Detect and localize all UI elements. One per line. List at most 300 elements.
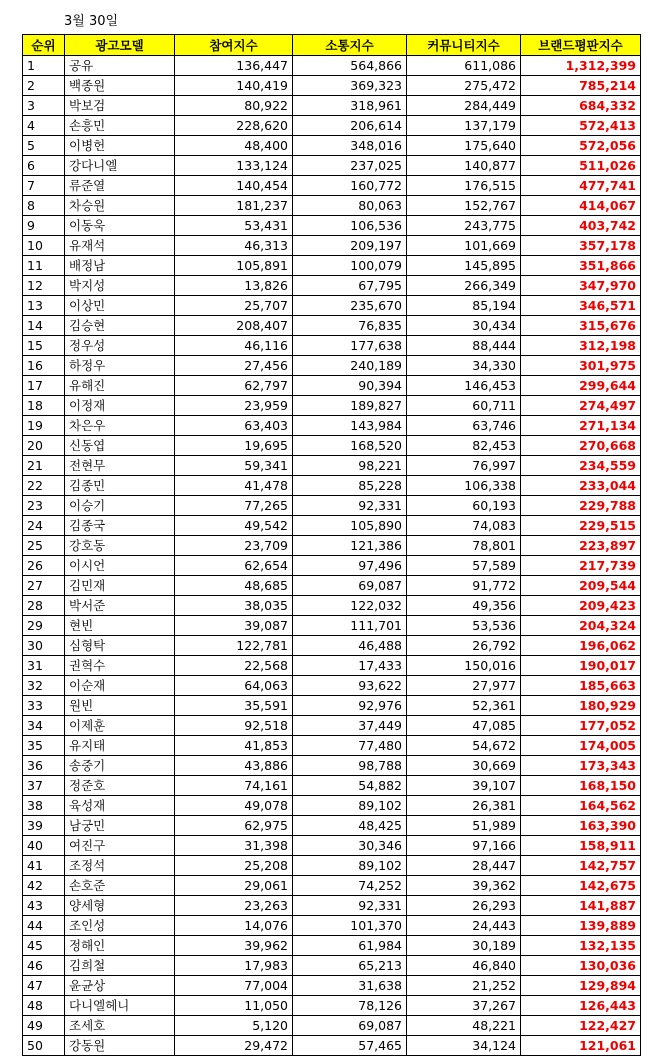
communication-cell: 105,890: [293, 516, 407, 536]
community-cell: 47,085: [407, 716, 521, 736]
community-cell: 39,107: [407, 776, 521, 796]
participation-cell: 136,447: [175, 56, 293, 76]
brand-index-cell: 132,135: [521, 936, 641, 956]
table-row: [23, 716, 641, 736]
community-cell: 175,640: [407, 136, 521, 156]
community-cell: 46,840: [407, 956, 521, 976]
brand-index-cell: 126,443: [521, 996, 641, 1016]
brand-index-cell: 271,134: [521, 416, 641, 436]
communication-cell: 31,638: [293, 976, 407, 996]
communication-cell: 46,488: [293, 636, 407, 656]
brand-index-cell: 414,067: [521, 196, 641, 216]
community-cell: 275,472: [407, 76, 521, 96]
community-cell: 28,447: [407, 856, 521, 876]
model-name-cell: 김종국: [65, 516, 175, 536]
rank-cell: 50: [23, 1036, 65, 1056]
model-name-cell: 류준열: [65, 176, 175, 196]
table-row: [23, 416, 641, 436]
communication-cell: 100,079: [293, 256, 407, 276]
model-name-cell: 백종원: [65, 76, 175, 96]
participation-cell: 62,654: [175, 556, 293, 576]
participation-cell: 23,959: [175, 396, 293, 416]
brand-index-cell: 684,332: [521, 96, 641, 116]
communication-cell: 369,323: [293, 76, 407, 96]
community-cell: 611,086: [407, 56, 521, 76]
communication-cell: 160,772: [293, 176, 407, 196]
model-name-cell: 김승현: [65, 316, 175, 336]
rank-cell: 34: [23, 716, 65, 736]
model-name-cell: 이순재: [65, 676, 175, 696]
model-name-cell: 이병헌: [65, 136, 175, 156]
table-row: [23, 596, 641, 616]
community-cell: 266,349: [407, 276, 521, 296]
model-name-cell: 강호동: [65, 536, 175, 556]
communication-cell: 101,370: [293, 916, 407, 936]
participation-cell: 49,542: [175, 516, 293, 536]
brand-index-cell: 209,544: [521, 576, 641, 596]
community-cell: 88,444: [407, 336, 521, 356]
participation-cell: 14,076: [175, 916, 293, 936]
model-name-cell: 송중기: [65, 756, 175, 776]
communication-cell: 48,425: [293, 816, 407, 836]
communication-cell: 235,670: [293, 296, 407, 316]
community-cell: 27,977: [407, 676, 521, 696]
communication-cell: 237,025: [293, 156, 407, 176]
rank-cell: 9: [23, 216, 65, 236]
communication-cell: 240,189: [293, 356, 407, 376]
participation-cell: 48,400: [175, 136, 293, 156]
community-cell: 30,434: [407, 316, 521, 336]
date-label: 3월 30일: [64, 14, 119, 29]
table-row: [23, 296, 641, 316]
table-row: [23, 576, 641, 596]
model-name-cell: 유재석: [65, 236, 175, 256]
table-row: [23, 96, 641, 116]
community-cell: 57,589: [407, 556, 521, 576]
communication-cell: 89,102: [293, 796, 407, 816]
rank-cell: 2: [23, 76, 65, 96]
brand-index-cell: 301,975: [521, 356, 641, 376]
brand-index-cell: 312,198: [521, 336, 641, 356]
brand-index-cell: 185,663: [521, 676, 641, 696]
model-name-cell: 조인성: [65, 916, 175, 936]
brand-index-cell: 174,005: [521, 736, 641, 756]
communication-cell: 97,496: [293, 556, 407, 576]
rank-cell: 19: [23, 416, 65, 436]
rank-cell: 39: [23, 816, 65, 836]
participation-cell: 208,407: [175, 316, 293, 336]
brand-index-cell: 209,423: [521, 596, 641, 616]
brand-index-cell: 190,017: [521, 656, 641, 676]
brand-index-cell: 217,739: [521, 556, 641, 576]
model-name-cell: 손호준: [65, 876, 175, 896]
table-row: [23, 916, 641, 936]
model-name-cell: 차은우: [65, 416, 175, 436]
table-row: [23, 636, 641, 656]
brand-index-cell: 164,562: [521, 796, 641, 816]
participation-cell: 62,975: [175, 816, 293, 836]
table-row: [23, 396, 641, 416]
model-name-cell: 심형탁: [65, 636, 175, 656]
participation-cell: 62,797: [175, 376, 293, 396]
model-name-cell: 남궁민: [65, 816, 175, 836]
community-cell: 106,338: [407, 476, 521, 496]
table-row: [23, 436, 641, 456]
participation-cell: 22,568: [175, 656, 293, 676]
brand-index-cell: 233,044: [521, 476, 641, 496]
participation-cell: 25,208: [175, 856, 293, 876]
model-name-cell: 박보검: [65, 96, 175, 116]
rank-cell: 49: [23, 1016, 65, 1036]
participation-cell: 13,826: [175, 276, 293, 296]
communication-cell: 57,465: [293, 1036, 407, 1056]
rank-cell: 43: [23, 896, 65, 916]
brand-index-cell: 1,312,399: [521, 56, 641, 76]
community-cell: 26,381: [407, 796, 521, 816]
participation-cell: 63,403: [175, 416, 293, 436]
brand-index-cell: 158,911: [521, 836, 641, 856]
model-name-cell: 조정석: [65, 856, 175, 876]
communication-cell: 76,835: [293, 316, 407, 336]
model-name-cell: 현빈: [65, 616, 175, 636]
participation-cell: 122,781: [175, 636, 293, 656]
brand-index-cell: 130,036: [521, 956, 641, 976]
rank-cell: 30: [23, 636, 65, 656]
rank-cell: 4: [23, 116, 65, 136]
communication-cell: 85,228: [293, 476, 407, 496]
model-name-cell: 조세호: [65, 1016, 175, 1036]
rank-cell: 18: [23, 396, 65, 416]
table-row: [23, 276, 641, 296]
brand-index-cell: 139,889: [521, 916, 641, 936]
table-row: [23, 816, 641, 836]
community-cell: 145,895: [407, 256, 521, 276]
communication-cell: 111,701: [293, 616, 407, 636]
model-name-cell: 정준호: [65, 776, 175, 796]
rank-cell: 31: [23, 656, 65, 676]
rank-cell: 35: [23, 736, 65, 756]
community-cell: 53,536: [407, 616, 521, 636]
brand-index-cell: 142,675: [521, 876, 641, 896]
model-name-cell: 다니엘헤니: [65, 996, 175, 1016]
brand-index-cell: 141,887: [521, 896, 641, 916]
rank-cell: 15: [23, 336, 65, 356]
model-name-cell: 정해인: [65, 936, 175, 956]
participation-cell: 29,472: [175, 1036, 293, 1056]
brand-index-cell: 403,742: [521, 216, 641, 236]
rank-cell: 46: [23, 956, 65, 976]
table-row: [23, 556, 641, 576]
brand-index-cell: 477,741: [521, 176, 641, 196]
table-row: [23, 456, 641, 476]
communication-cell: 90,394: [293, 376, 407, 396]
table-row: [23, 536, 641, 556]
participation-cell: 41,478: [175, 476, 293, 496]
rank-cell: 40: [23, 836, 65, 856]
brand-index-cell: 223,897: [521, 536, 641, 556]
rank-cell: 14: [23, 316, 65, 336]
table-row: [23, 156, 641, 176]
header-rank: 순위: [23, 35, 65, 56]
table-row: [23, 776, 641, 796]
rank-cell: 42: [23, 876, 65, 896]
communication-cell: 98,221: [293, 456, 407, 476]
table-row: [23, 76, 641, 96]
rank-cell: 16: [23, 356, 65, 376]
participation-cell: 74,161: [175, 776, 293, 796]
brand-index-cell: 204,324: [521, 616, 641, 636]
community-cell: 152,767: [407, 196, 521, 216]
brand-index-cell: 173,343: [521, 756, 641, 776]
communication-cell: 122,032: [293, 596, 407, 616]
communication-cell: 61,984: [293, 936, 407, 956]
community-cell: 76,997: [407, 456, 521, 476]
rank-cell: 8: [23, 196, 65, 216]
community-cell: 30,669: [407, 756, 521, 776]
table-row: [23, 656, 641, 676]
participation-cell: 5,120: [175, 1016, 293, 1036]
model-name-cell: 이승기: [65, 496, 175, 516]
communication-cell: 189,827: [293, 396, 407, 416]
rank-cell: 7: [23, 176, 65, 196]
table-row: [23, 116, 641, 136]
community-cell: 52,361: [407, 696, 521, 716]
table-row: [23, 176, 641, 196]
community-cell: 101,669: [407, 236, 521, 256]
community-cell: 140,877: [407, 156, 521, 176]
participation-cell: 49,078: [175, 796, 293, 816]
brand-index-cell: 122,427: [521, 1016, 641, 1036]
community-cell: 146,453: [407, 376, 521, 396]
table-row: [23, 356, 641, 376]
model-name-cell: 박서준: [65, 596, 175, 616]
brand-index-cell: 274,497: [521, 396, 641, 416]
rank-cell: 22: [23, 476, 65, 496]
participation-cell: 29,061: [175, 876, 293, 896]
model-name-cell: 강다니엘: [65, 156, 175, 176]
model-name-cell: 권혁수: [65, 656, 175, 676]
table-row: [23, 516, 641, 536]
model-name-cell: 차승원: [65, 196, 175, 216]
table-row: [23, 56, 641, 76]
table-row: [23, 736, 641, 756]
rank-cell: 33: [23, 696, 65, 716]
model-name-cell: 이상민: [65, 296, 175, 316]
community-cell: 60,711: [407, 396, 521, 416]
header-communication: 소통지수: [293, 35, 407, 56]
rank-cell: 37: [23, 776, 65, 796]
rank-cell: 17: [23, 376, 65, 396]
communication-cell: 143,984: [293, 416, 407, 436]
table-row: [23, 676, 641, 696]
brand-index-cell: 180,929: [521, 696, 641, 716]
rank-cell: 11: [23, 256, 65, 276]
community-cell: 243,775: [407, 216, 521, 236]
brand-index-cell: 357,178: [521, 236, 641, 256]
communication-cell: 67,795: [293, 276, 407, 296]
rank-cell: 3: [23, 96, 65, 116]
brand-index-cell: 121,061: [521, 1036, 641, 1056]
model-name-cell: 유지태: [65, 736, 175, 756]
community-cell: 34,330: [407, 356, 521, 376]
community-cell: 51,989: [407, 816, 521, 836]
community-cell: 30,189: [407, 936, 521, 956]
rank-cell: 13: [23, 296, 65, 316]
rank-cell: 44: [23, 916, 65, 936]
table-row: [23, 856, 641, 876]
communication-cell: 78,126: [293, 996, 407, 1016]
model-name-cell: 전현무: [65, 456, 175, 476]
communication-cell: 69,087: [293, 576, 407, 596]
model-name-cell: 육성재: [65, 796, 175, 816]
community-cell: 39,362: [407, 876, 521, 896]
model-name-cell: 김희철: [65, 956, 175, 976]
communication-cell: 93,622: [293, 676, 407, 696]
participation-cell: 53,431: [175, 216, 293, 236]
brand-index-cell: 347,970: [521, 276, 641, 296]
community-cell: 63,746: [407, 416, 521, 436]
participation-cell: 46,313: [175, 236, 293, 256]
table-row: [23, 696, 641, 716]
participation-cell: 228,620: [175, 116, 293, 136]
model-name-cell: 강동원: [65, 1036, 175, 1056]
table-row: [23, 1016, 641, 1036]
table-header-row: [23, 35, 641, 56]
community-cell: 78,801: [407, 536, 521, 556]
rank-cell: 25: [23, 536, 65, 556]
table-row: [23, 796, 641, 816]
table-row: [23, 1036, 641, 1056]
participation-cell: 77,004: [175, 976, 293, 996]
community-cell: 97,166: [407, 836, 521, 856]
model-name-cell: 정우성: [65, 336, 175, 356]
table-row: [23, 756, 641, 776]
communication-cell: 74,252: [293, 876, 407, 896]
communication-cell: 209,197: [293, 236, 407, 256]
brand-index-cell: 785,214: [521, 76, 641, 96]
brand-index-cell: 168,150: [521, 776, 641, 796]
model-name-cell: 윤균상: [65, 976, 175, 996]
rank-cell: 29: [23, 616, 65, 636]
community-cell: 26,293: [407, 896, 521, 916]
community-cell: 91,772: [407, 576, 521, 596]
table-row: [23, 316, 641, 336]
communication-cell: 30,346: [293, 836, 407, 856]
participation-cell: 43,886: [175, 756, 293, 776]
model-name-cell: 하정우: [65, 356, 175, 376]
community-cell: 60,193: [407, 496, 521, 516]
brand-index-cell: 229,788: [521, 496, 641, 516]
participation-cell: 48,685: [175, 576, 293, 596]
header-participation: 참여지수: [175, 35, 293, 56]
table-row: [23, 476, 641, 496]
rank-cell: 28: [23, 596, 65, 616]
rank-cell: 23: [23, 496, 65, 516]
communication-cell: 37,449: [293, 716, 407, 736]
model-name-cell: 김종민: [65, 476, 175, 496]
table-row: [23, 196, 641, 216]
communication-cell: 177,638: [293, 336, 407, 356]
header-community: 커뮤니티지수: [407, 35, 521, 56]
brand-index-cell: 315,676: [521, 316, 641, 336]
table-body: [23, 56, 641, 1056]
participation-cell: 77,265: [175, 496, 293, 516]
table-row: [23, 996, 641, 1016]
participation-cell: 23,263: [175, 896, 293, 916]
participation-cell: 39,087: [175, 616, 293, 636]
rank-cell: 27: [23, 576, 65, 596]
community-cell: 82,453: [407, 436, 521, 456]
participation-cell: 31,398: [175, 836, 293, 856]
brand-index-cell: 511,026: [521, 156, 641, 176]
rank-cell: 32: [23, 676, 65, 696]
community-cell: 48,221: [407, 1016, 521, 1036]
community-cell: 24,443: [407, 916, 521, 936]
communication-cell: 121,386: [293, 536, 407, 556]
communication-cell: 77,480: [293, 736, 407, 756]
community-cell: 150,016: [407, 656, 521, 676]
model-name-cell: 양세형: [65, 896, 175, 916]
participation-cell: 140,454: [175, 176, 293, 196]
table-row: [23, 956, 641, 976]
communication-cell: 17,433: [293, 656, 407, 676]
communication-cell: 80,063: [293, 196, 407, 216]
rank-cell: 41: [23, 856, 65, 876]
table-row: [23, 256, 641, 276]
community-cell: 54,672: [407, 736, 521, 756]
participation-cell: 39,962: [175, 936, 293, 956]
community-cell: 284,449: [407, 96, 521, 116]
participation-cell: 92,518: [175, 716, 293, 736]
brand-index-cell: 572,056: [521, 136, 641, 156]
table-row: [23, 236, 641, 256]
rank-cell: 12: [23, 276, 65, 296]
rank-cell: 6: [23, 156, 65, 176]
community-cell: 137,179: [407, 116, 521, 136]
model-name-cell: 이시언: [65, 556, 175, 576]
community-cell: 37,267: [407, 996, 521, 1016]
rank-cell: 48: [23, 996, 65, 1016]
participation-cell: 133,124: [175, 156, 293, 176]
table-row: [23, 216, 641, 236]
rank-cell: 24: [23, 516, 65, 536]
header-model: 광고모델: [65, 35, 175, 56]
participation-cell: 46,116: [175, 336, 293, 356]
brand-index-cell: 351,866: [521, 256, 641, 276]
communication-cell: 348,016: [293, 136, 407, 156]
table-row: [23, 496, 641, 516]
brand-index-cell: 142,757: [521, 856, 641, 876]
communication-cell: 65,213: [293, 956, 407, 976]
brand-index-cell: 346,571: [521, 296, 641, 316]
communication-cell: 92,331: [293, 496, 407, 516]
model-name-cell: 김민재: [65, 576, 175, 596]
participation-cell: 17,983: [175, 956, 293, 976]
participation-cell: 80,922: [175, 96, 293, 116]
table-row: [23, 836, 641, 856]
model-name-cell: 손흥민: [65, 116, 175, 136]
brand-index-cell: 234,559: [521, 456, 641, 476]
communication-cell: 92,976: [293, 696, 407, 716]
community-cell: 85,194: [407, 296, 521, 316]
participation-cell: 35,591: [175, 696, 293, 716]
participation-cell: 59,341: [175, 456, 293, 476]
model-name-cell: 이동욱: [65, 216, 175, 236]
table-row: [23, 136, 641, 156]
participation-cell: 38,035: [175, 596, 293, 616]
model-name-cell: 배정남: [65, 256, 175, 276]
rank-cell: 20: [23, 436, 65, 456]
